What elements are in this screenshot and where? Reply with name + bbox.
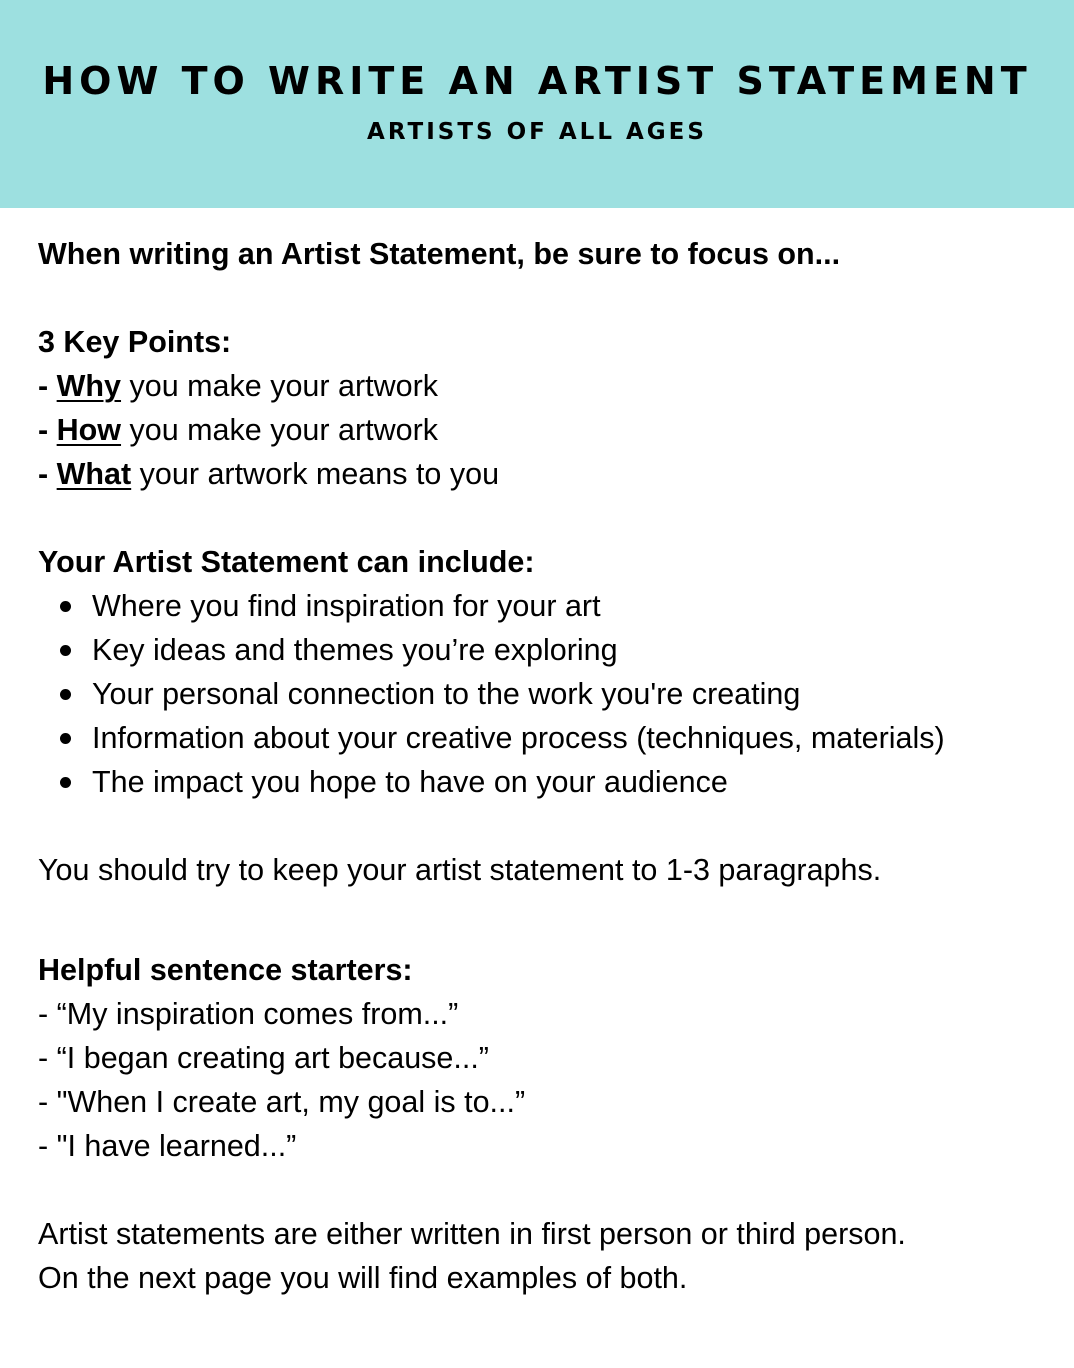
document-body	[38, 232, 1068, 1300]
list-item-text: Information about your creative process (techniques, materials)	[92, 721, 945, 755]
bullet-dot-icon	[60, 733, 71, 744]
key-point-text: you make your artwork	[121, 413, 439, 447]
key-point-text: you make your artwork	[121, 369, 439, 403]
list-item-text: Your personal connection to the work you're creating	[92, 677, 801, 711]
key-point-item	[38, 408, 1068, 452]
key-points-heading: 3 Key Points:	[38, 325, 232, 359]
list-item	[38, 672, 1068, 716]
include-list	[38, 584, 1068, 804]
key-point-keyword: What	[56, 457, 132, 491]
list-item-text: Where you find inspiration for your art	[92, 589, 601, 623]
closing-line-2: On the next page you will find examples of both.	[38, 1261, 688, 1295]
header-banner	[0, 0, 1074, 208]
closing-line-1: Artist statements are either written in first person or third person.	[38, 1217, 906, 1251]
starters-heading: Helpful sentence starters:	[38, 953, 413, 987]
key-point-keyword: Why	[56, 369, 122, 403]
list-item-text: The impact you hope to have on your audience	[92, 765, 728, 799]
length-note: You should try to keep your artist statement to 1-3 paragraphs.	[38, 853, 882, 887]
key-point-item	[38, 452, 1068, 496]
bullet-dot-icon	[60, 601, 71, 612]
key-point-prefix: -	[38, 369, 57, 403]
key-point-prefix: -	[38, 457, 57, 491]
key-point-prefix: -	[38, 413, 57, 447]
include-heading: Your Artist Statement can include:	[38, 545, 535, 579]
list-item	[38, 584, 1068, 628]
page-subtitle: ARTISTS OF ALL AGES	[367, 119, 707, 145]
bullet-dot-icon	[60, 777, 71, 788]
starter-item: - "When I create art, my goal is to...”	[38, 1085, 526, 1119]
starter-item: - "I have learned...”	[38, 1129, 297, 1163]
key-point-item	[38, 364, 1068, 408]
bullet-dot-icon	[60, 645, 71, 656]
key-point-text: your artwork means to you	[131, 457, 500, 491]
list-item	[38, 628, 1068, 672]
bullet-dot-icon	[60, 689, 71, 700]
list-item	[38, 760, 1068, 804]
key-point-keyword: How	[56, 413, 122, 447]
list-item-text: Key ideas and themes you’re exploring	[92, 633, 618, 667]
page-title: HOW TO WRITE AN ARTIST STATEMENT	[42, 59, 1032, 103]
starter-item: - “I began creating art because...”	[38, 1041, 489, 1075]
list-item	[38, 716, 1068, 760]
intro-text: When writing an Artist Statement, be sure to focus on...	[38, 237, 841, 271]
starter-item: - “My inspiration comes from...”	[38, 997, 459, 1031]
